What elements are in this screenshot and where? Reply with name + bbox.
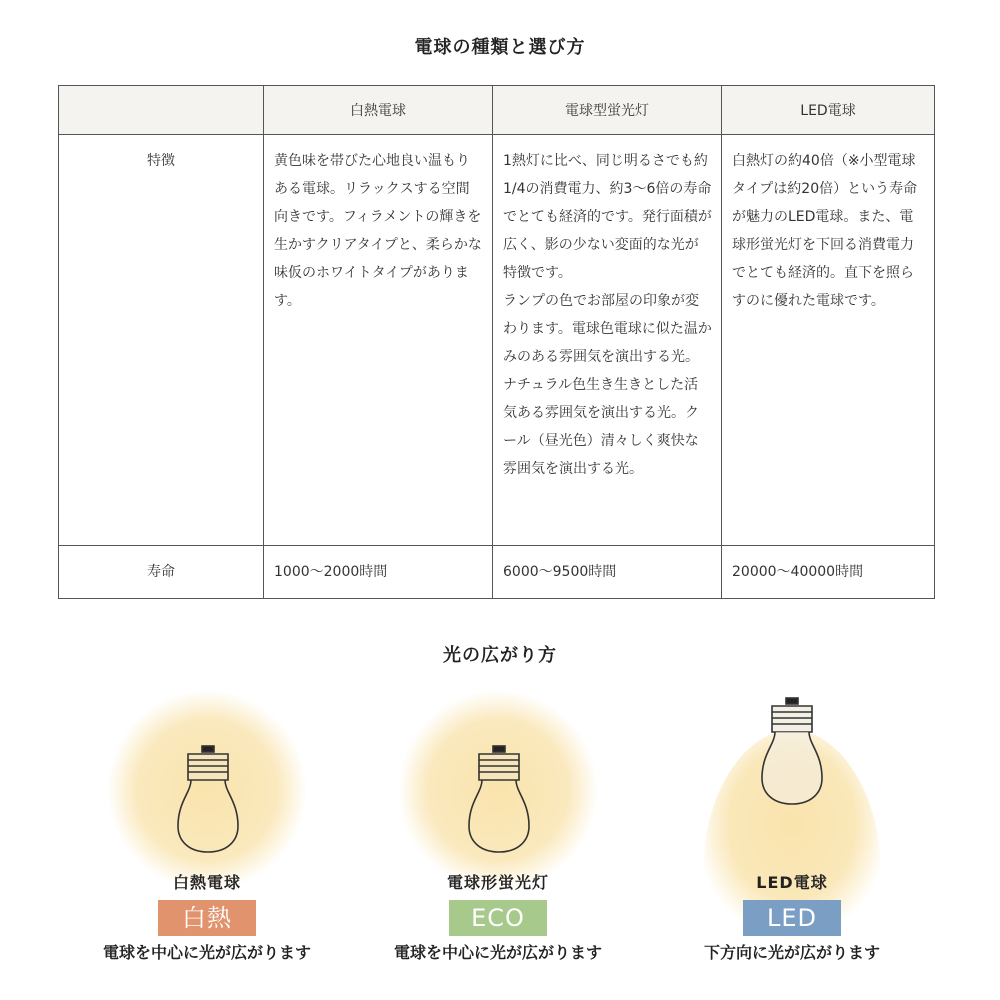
table-header-row — [59, 86, 935, 135]
bulb-card-incandescent — [57, 690, 357, 990]
glow-circle — [398, 690, 598, 890]
bulb-description: 電球を中心に光が広がります — [393, 943, 602, 962]
cell-features-fluorescent: 1熱灯に比べ、同じ明るさでも約1/4の消費電力、約3～6倍の寿命でとても経済的です。発行面積が広く、影の少ない変面的な光が特徴です。 ランプの色でお部屋の印象が変わります。電球色電球に似た温かみのある雰囲気を演出する光。ナチュラル色生き生きとした活気ある雰囲気を演出する光。クール（昼光色）清々しく爽快な雰囲気を演出する光。 — [493, 135, 722, 546]
table-header-fluorescent: 電球型蛍光灯 — [493, 86, 722, 135]
row-label-features: 特徴 — [59, 135, 264, 546]
bulb-description: 電球を中心に光が広がります — [102, 943, 311, 962]
row-label-lifespan: 寿命 — [59, 546, 264, 599]
cell-lifespan-incandescent: 1000～2000時間 — [264, 546, 493, 599]
glow-circle — [107, 690, 307, 890]
table-header-blank — [59, 86, 264, 135]
table-header-led: LED電球 — [722, 86, 935, 135]
bulb-name: 白熱電球 — [172, 873, 241, 892]
bulb-icon — [762, 698, 822, 804]
section-title-light-spread: 光の広がり方 — [443, 645, 557, 666]
bulb-name: LED電球 — [756, 873, 828, 892]
bulb-type-badge: ECO — [449, 900, 547, 936]
bulb-card-led — [642, 690, 942, 990]
table-row-lifespan — [59, 546, 935, 599]
cell-features-incandescent: 黄色味を帯びた心地良い温もりある電球。リラックスする空間向きです。フィラメントの輝きを生かすクリアタイプと、柔らかな味仮のホワイトタイプがあります。 — [264, 135, 493, 546]
comparison-table — [58, 85, 935, 599]
section-title-comparison: 電球の種類と選び方 — [414, 37, 586, 58]
bulb-type-badge: LED — [743, 900, 841, 936]
bulb-illustrations — [0, 690, 1000, 990]
bulb-card-fluorescent — [348, 690, 648, 990]
bulb-type-badge: 白熱 — [158, 900, 256, 936]
cell-lifespan-led: 20000～40000時間 — [722, 546, 935, 599]
bulb-name: 電球形蛍光灯 — [446, 873, 549, 892]
bulb-description: 下方向に光が広がります — [703, 943, 880, 962]
cell-features-led: 白熱灯の約40倍（※小型電球タイプは約20倍）という寿命が魅力のLED電球。また、電球形蛍光灯を下回る消費電力でとても経済的。直下を照らすのに優れた電球です。 — [722, 135, 935, 546]
table-row-features — [59, 135, 935, 546]
cell-lifespan-fluorescent: 6000～9500時間 — [493, 546, 722, 599]
table-header-incandescent: 白熱電球 — [264, 86, 493, 135]
